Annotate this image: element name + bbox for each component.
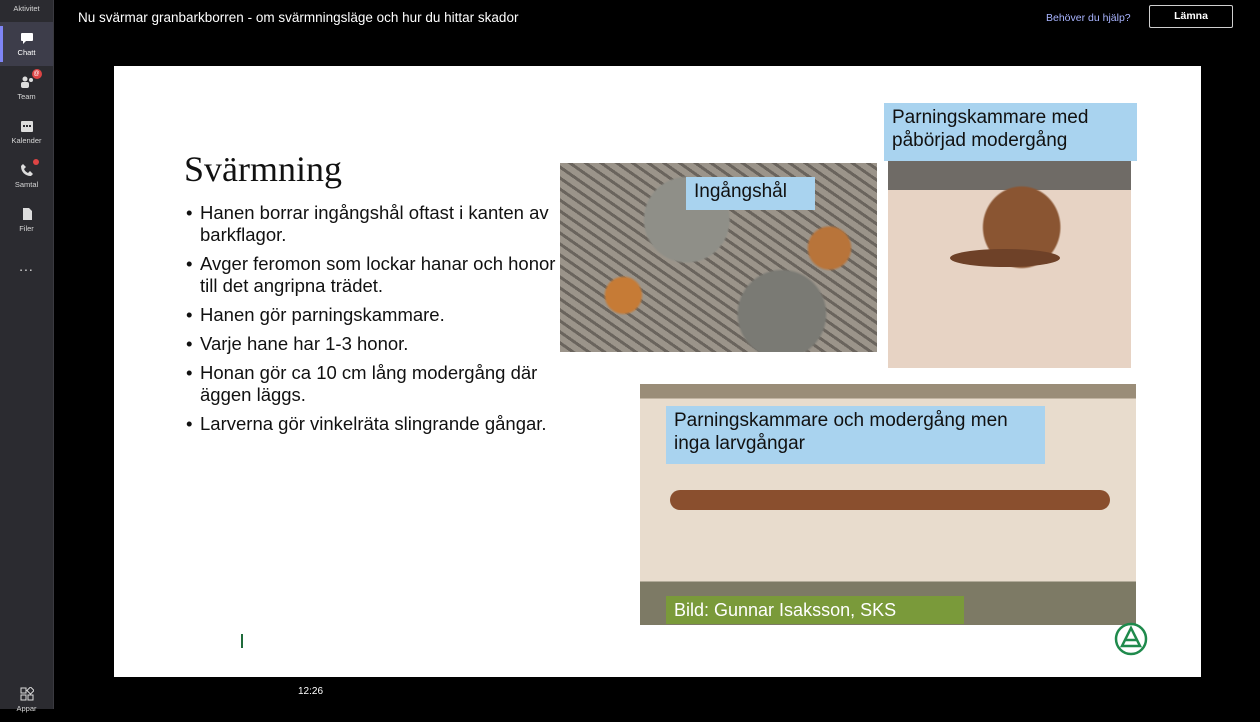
- rail-item-calls[interactable]: [0, 154, 53, 198]
- shared-slide: [114, 66, 1201, 677]
- rail-item-label: Samtal: [14, 180, 39, 189]
- mating-chamber-photo: [888, 161, 1131, 368]
- rail-item-apps[interactable]: [0, 678, 53, 722]
- leave-button[interactable]: Lämna: [1149, 5, 1233, 28]
- rail-item-files[interactable]: [0, 198, 53, 242]
- bullet-item: • Varje hane har 1-3 honor.: [186, 333, 556, 355]
- bell-icon: [20, 0, 34, 1]
- file-icon: [20, 207, 34, 221]
- chat-icon: [20, 31, 34, 45]
- calendar-icon: [20, 119, 34, 133]
- rail-item-label: Appar: [16, 704, 37, 713]
- rail-item-team[interactable]: [0, 66, 53, 110]
- apps-icon: [20, 687, 34, 701]
- bullet-item: • Honan gör ca 10 cm lång modergång där äggen läggs.: [186, 362, 556, 406]
- gallery-mark: [670, 490, 1110, 510]
- rail-item-label: Filer: [19, 224, 34, 233]
- entry-hole-label: Ingångshål: [686, 177, 815, 210]
- bullet-list: [186, 202, 556, 442]
- text-cursor: [241, 634, 243, 648]
- help-link[interactable]: Behöver du hjälp?: [1046, 12, 1131, 24]
- gallery-label: Parningskammare och modergång men inga larvgångar: [666, 406, 1045, 464]
- slide-heading: Svärmning: [184, 149, 342, 189]
- rail-item-label: Aktivitet: [13, 4, 40, 13]
- rail-item-activity[interactable]: [0, 0, 53, 22]
- bullet-item: • Larverna gör vinkelräta slingrande gångar.: [186, 413, 556, 435]
- phone-icon: [20, 163, 34, 177]
- bullet-item: • Hanen gör parningskammare.: [186, 304, 556, 326]
- rail-item-label: Chatt: [17, 48, 36, 57]
- rail-item-label: Kalender: [11, 136, 42, 145]
- rail-item-label: Team: [17, 92, 36, 101]
- photo-credit: Bild: Gunnar Isaksson, SKS: [666, 596, 964, 624]
- more-apps-button[interactable]: ...: [19, 258, 34, 274]
- forest-agency-logo-icon: [1114, 622, 1148, 656]
- team-icon: [20, 71, 40, 89]
- rail-item-chat[interactable]: [0, 22, 53, 66]
- rail-item-calendar[interactable]: [0, 110, 53, 154]
- timestamp: 12:26: [298, 686, 324, 697]
- notification-dot: [33, 159, 39, 165]
- bullet-item: • Hanen borrar ingångshål oftast i kanten av barkflagor.: [186, 202, 556, 246]
- chamber-mark: [950, 249, 1060, 267]
- meeting-title: Nu svärmar granbarkborren - om svärmningsläge och hur du hittar skador: [78, 10, 519, 25]
- chamber-label: Parningskammare med påbörjad modergång: [884, 103, 1137, 161]
- bullet-item: • Avger feromon som lockar hanar och honor till det angripna trädet.: [186, 253, 556, 297]
- mention-badge: @: [33, 71, 40, 77]
- app-rail: [0, 0, 54, 713]
